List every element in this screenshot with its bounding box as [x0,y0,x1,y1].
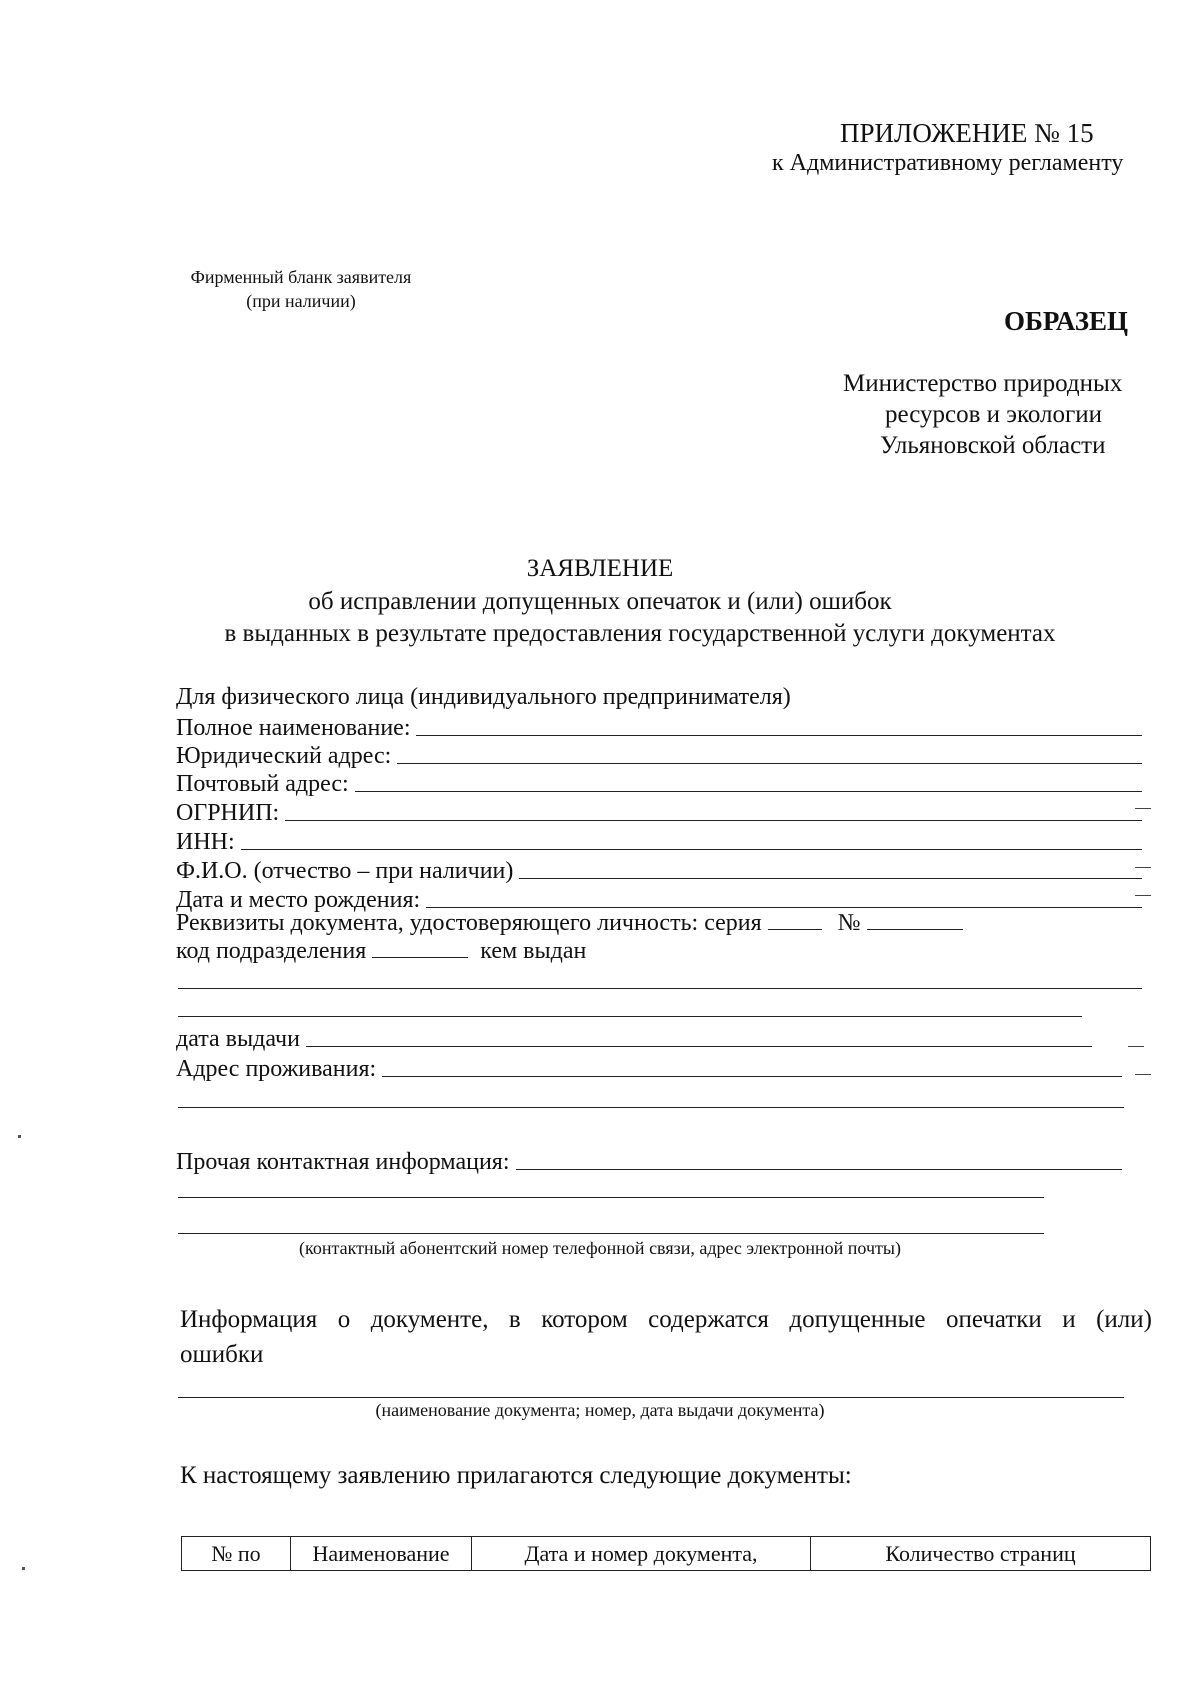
residence-line-2[interactable] [178,1107,1124,1108]
scan-speck [18,1135,21,1138]
legal-address-label: Юридический адрес: [176,743,392,769]
ogrnip-field[interactable] [285,820,1142,821]
issued-by-line-1[interactable] [178,988,1142,989]
margin-dash [1135,867,1151,868]
id-number-field[interactable] [867,929,963,930]
addressee-line-3: Ульяновской области [880,432,1106,459]
issue-date-label: дата выдачи [176,1026,300,1052]
full-name-label: Полное наименование: [176,715,411,741]
doc-info-text-cont: ошибки [180,1341,264,1368]
inn-row [176,826,1142,856]
issue-date-row [176,1023,1092,1053]
full-name-field[interactable] [416,735,1142,736]
postal-address-row [176,768,1142,798]
margin-dash [1128,1046,1144,1047]
col-name-header: Наименование [291,1537,472,1571]
inn-field[interactable] [241,849,1142,850]
letterhead-note: (при наличии) [246,291,356,311]
issued-by-line-2[interactable] [178,1016,1082,1017]
other-contacts-label: Прочая контактная информация: [176,1149,510,1175]
fio-row [176,855,1142,885]
legal-address-field[interactable] [397,763,1142,764]
col-date-number-header: Дата и номер документа, [472,1537,811,1571]
issued-by-label: кем выдан [480,938,587,964]
document-subtitle-1: об исправлении допущенных опечаток и (или) ошибок [308,588,892,615]
fio-field[interactable] [519,878,1142,879]
postal-address-field[interactable] [355,791,1142,792]
id-series-field[interactable] [768,929,822,930]
attachments-heading: К настоящему заявлению прилагаются следующие документы: [180,1462,852,1489]
margin-dash [1135,1074,1151,1075]
postal-address-label: Почтовый адрес: [176,771,349,797]
section-heading: Для физического лица (индивидуального предпринимателя) [176,684,791,710]
contacts-hint: (контактный абонентский номер телефонной связи, адрес электронной почты) [299,1238,901,1258]
col-pages-header: Количество страниц [811,1537,1151,1571]
id-document-row [176,910,963,937]
letterhead-label: Фирменный бланк заявителя [190,267,412,287]
residence-field[interactable] [382,1076,1122,1077]
other-contacts-line-3[interactable] [178,1233,1044,1234]
doc-info-text: Информация о документе, в котором содержатся допущенные опечатки и (или) [180,1306,1152,1333]
division-code-field[interactable] [372,957,468,958]
residence-label: Адрес проживания: [176,1056,377,1082]
full-name-row [176,712,1142,742]
sample-label: ОБРАЗЕЦ [1004,306,1128,336]
appendix-number: ПРИЛОЖЕНИЕ № 15 [840,118,1094,148]
division-code-row [176,938,586,965]
birth-field[interactable] [426,907,1142,908]
id-document-label: Реквизиты документа, удостоверяющего личность: серия [176,910,762,936]
other-contacts-line-2[interactable] [178,1197,1044,1198]
col-number-header: № по [182,1537,291,1571]
fio-label: Ф.И.О. (отчество – при наличии) [176,858,514,884]
division-code-label: код подразделения [176,938,367,964]
other-contacts-row [176,1146,1122,1176]
ogrnip-label: ОГРНИП: [176,800,280,826]
table-header-row [182,1537,1151,1571]
legal-address-row [176,740,1142,770]
other-contacts-field[interactable] [516,1169,1122,1170]
residence-row [176,1053,1122,1083]
document-subtitle-2: в выданных в результате предоставления государственной услуги документах [224,620,1056,647]
appendix-subtitle: к Административному регламенту [772,150,1124,176]
ogrnip-row [176,797,1142,827]
scan-speck [22,1567,25,1570]
document-title: ЗАЯВЛЕНИЕ [526,555,674,582]
inn-label: ИНН: [176,829,235,855]
addressee-line-2: ресурсов и экологии [885,401,1103,428]
attachments-table [181,1536,1151,1571]
doc-info-hint: (наименование документа; номер, дата выдачи документа) [375,1400,825,1420]
margin-dash [1135,808,1151,809]
doc-info-field[interactable] [178,1397,1124,1398]
issue-date-field[interactable] [306,1046,1092,1047]
id-number-label: № [837,910,861,936]
margin-dash [1135,895,1151,896]
birth-label: Дата и место рождения: [176,887,421,913]
addressee-line-1: Министерство природных [843,370,1123,397]
